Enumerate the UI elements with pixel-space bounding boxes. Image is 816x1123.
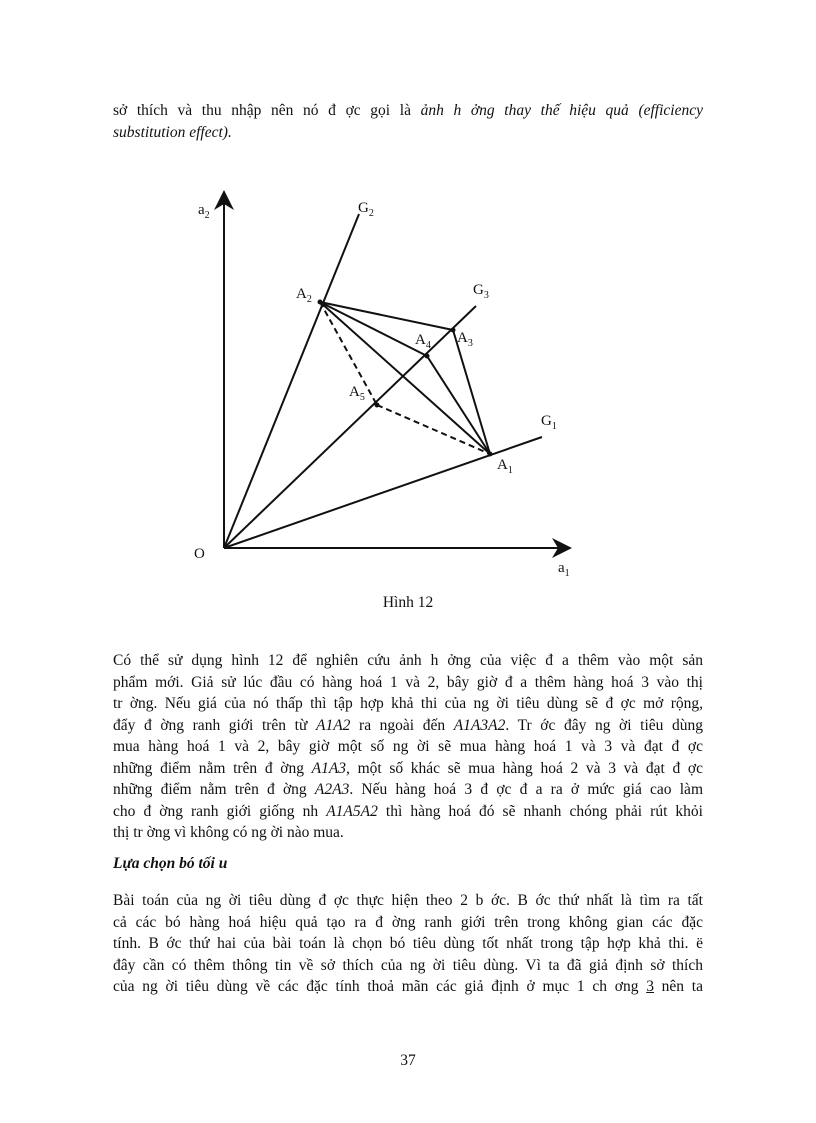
body-paragraph-1 (113, 650, 703, 844)
text-line: mua hàng hoá 1 và 2, bây giờ một số ng ời sẽ mua hàng hoá 1 và 3 và đạt đ ợc (113, 738, 703, 755)
label-a2: $a_2$ (198, 202, 210, 221)
text-line: của ng ời tiêu dùng về các đặc tính thoả mãn các giả định ở mục 1 ch ơng 3 nên ta (113, 978, 703, 995)
page-number: 37 (400, 1052, 416, 1069)
intro-paragraph (113, 100, 703, 143)
point-A3 (451, 328, 456, 333)
label-G2: $G_2$ (358, 200, 374, 219)
text-line: tính. B ớc thứ hai của bài toán là chọn bó tiêu dùng tốt nhất trong tập hợp khả thi. ë (113, 935, 703, 952)
text-line: Có thể sử dụng hình 12 để nghiên cứu ảnh h ởng của việc đ a thêm vào một sản (113, 652, 703, 669)
intro-line-1: sở thích và thu nhập nên nó đ ợc gọi là ảnh h ởng thay thế hiệu quả (efficiency (113, 102, 703, 119)
point-A4 (425, 354, 430, 359)
label-origin: O (194, 546, 205, 562)
figure-12-diagram (180, 180, 600, 580)
point-A2 (318, 300, 323, 305)
point-A1 (488, 452, 493, 457)
label-A3: $A_3$ (457, 330, 473, 349)
figure-caption: Hình 12 (382, 594, 434, 611)
math-A2A3: A2A3 (314, 781, 350, 798)
text-line: cả các bó hàng hoá hiệu quả tạo ra đ ờng ranh giới trên trong không gian các đặc (113, 913, 703, 931)
label-A1: $A_1$ (497, 457, 513, 476)
ray-G3 (224, 306, 476, 548)
label-A2: $A_2$ (296, 286, 312, 305)
chapter-link[interactable]: 3 (646, 978, 654, 995)
segment-A2-A3 (320, 302, 453, 330)
text-line: Bài toán của ng ời tiêu dùng đ ợc thực hiện theo 2 b ớc. B ớc thứ nhất là tìm ra tất (113, 892, 703, 909)
text-line: tr ờng. Nếu giá của nó thấp thì tập hợp khả thi của ng ời tiêu dùng sẽ đ ợc mở rộng, (113, 695, 703, 712)
body-paragraph-2 (113, 890, 703, 998)
label-G1: $G_1$ (541, 413, 557, 432)
math-A1A3A2: A1A3A2 (453, 716, 506, 734)
label-A4: $A_4$ (415, 332, 431, 351)
label-G3: $G_3$ (473, 282, 489, 301)
label-a1: $a_1$ (558, 560, 570, 579)
text-line: đây cần có thêm thông tin về sở thích của ng ời tiêu dùng. Vì ta đã giả định sở thích (113, 956, 703, 974)
math-A1A5A2: A1A5A2 (326, 802, 378, 820)
ray-G2 (224, 214, 359, 548)
text-line: những điểm nằm trên đ ờng A2A3. Nếu hàng hoá 3 đ ợc đ a ra ở mức giá cao làm (113, 781, 703, 798)
label-A5: $A_5$ (349, 384, 365, 403)
dashed-A5-A1 (377, 405, 490, 454)
text-line: đẩy đ ờng ranh giới trên từ A1A2 ra ngoài đến A1A3A2. Tr ớc đây ng ời tiêu dùng (113, 716, 704, 734)
text-line: phẩm mới. Giả sử lúc đầu có hàng hoá 1 và 2, bây giờ đ a thêm hàng hoá 3 vào thị (113, 673, 703, 691)
point-A5 (375, 403, 380, 408)
section-heading: Lựa chọn bó tối u (113, 855, 228, 872)
text-line: thị tr ờng vì không có ng ời nào mua. (113, 824, 344, 841)
text-line: những điểm nằm trên đ ờng A1A3, một số khác sẽ mua hàng hoá 2 và 3 và đạt đ ợc (113, 759, 703, 777)
text-line: cho đ ờng ranh giới giống nh A1A5A2 thì hàng hoá đó sẽ nhanh chóng phải rút khỏi (113, 802, 703, 820)
ray-G1 (224, 437, 542, 548)
term-italic: ảnh h ởng thay thế hiệu quả (efficiency (420, 102, 703, 119)
math-A1A2: A1A2 (315, 716, 351, 734)
math-A1A3: A1A3 (311, 759, 347, 777)
intro-line-2: substitution effect). (113, 123, 232, 141)
